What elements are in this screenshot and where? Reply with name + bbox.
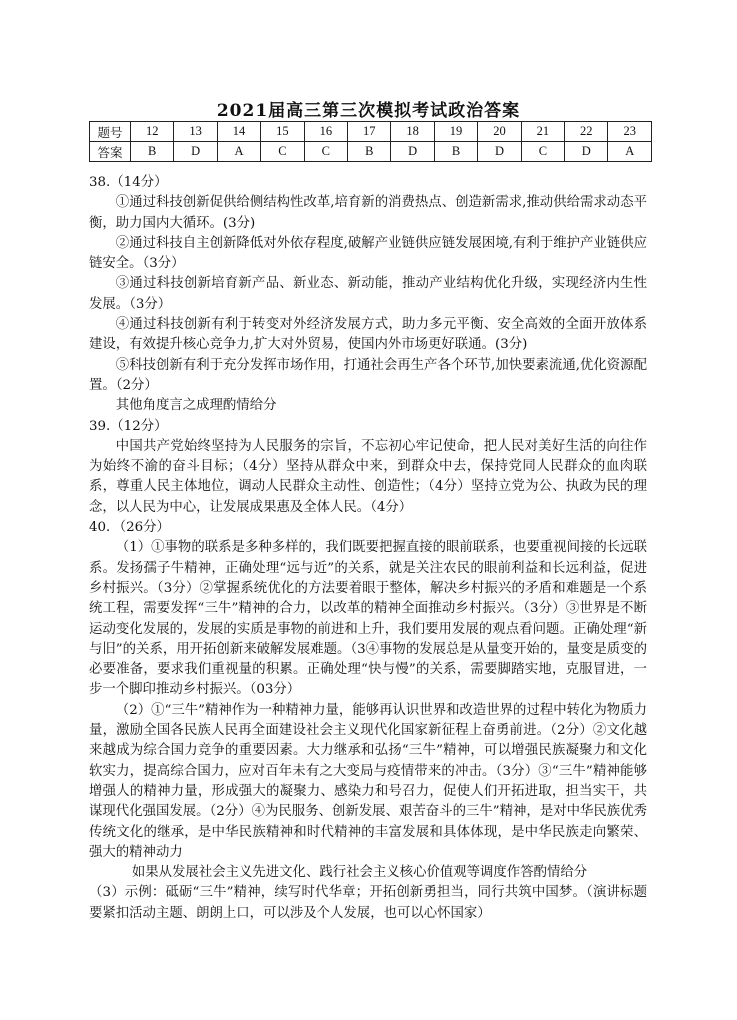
answer-cell: C bbox=[521, 142, 564, 162]
answer-cell: A bbox=[608, 142, 652, 162]
answer-cell: B bbox=[131, 142, 174, 162]
question-number-cell: 16 bbox=[304, 122, 347, 142]
question-number-row bbox=[90, 122, 652, 142]
answer-content bbox=[89, 173, 647, 924]
question-number-cell: 14 bbox=[217, 122, 260, 142]
question-number-cell: 20 bbox=[478, 122, 521, 142]
q40-part2-scoring-note: 如果从发展社会主义先进文化、践行社会主义核心价值观等调度作答酌情给分 bbox=[131, 865, 588, 881]
question-number-cell: 12 bbox=[131, 122, 174, 142]
answer-cell: A bbox=[217, 142, 260, 162]
q38-item: ②通过科技自主创新降低对外依存程度,破解产业链供应链发展困境,有利于维护产业链供应链安全。（3分） bbox=[89, 235, 647, 272]
answer-cell: D bbox=[391, 142, 434, 162]
answer-table bbox=[89, 121, 652, 162]
question-number-cell: 15 bbox=[261, 122, 304, 142]
row-header-number: 题号 bbox=[90, 122, 131, 142]
answer-cell: B bbox=[348, 142, 391, 162]
question-number-cell: 13 bbox=[174, 122, 217, 142]
page-title: 2021届高三第三次模拟考试政治答案 bbox=[216, 101, 521, 121]
q38-item: ④通过科技创新有利于转变对外经济发展方式，助力多元平衡、安全高效的全面开放体系建设，有效提升核心竞争力,扩大对外贸易，使国内外市场更好联通。(3分) bbox=[89, 317, 647, 353]
answer-cell: B bbox=[434, 142, 477, 162]
q38-scoring-note: 其他角度言之成理酌情给分 bbox=[115, 398, 277, 414]
answer-cell: D bbox=[565, 142, 608, 162]
q38-item: ⑤科技创新有利于充分发挥市场作用，打通社会再生产各个环节,加快要素流通,优化资源配置。（2分） bbox=[89, 357, 647, 393]
answer-cell: C bbox=[261, 142, 304, 162]
question-number-cell: 17 bbox=[348, 122, 391, 142]
answer-cell: D bbox=[174, 142, 217, 162]
answer-cell: D bbox=[478, 142, 521, 162]
answer-cell: C bbox=[304, 142, 347, 162]
q40-part3: （3）示例：砥砺“三牛”精神，续写时代华章；开拓创新勇担当，同行共筑中国梦。（演讲标题要紧扣活动主题、朗朗上口，可以涉及个人发展，也可以心怀国家） bbox=[89, 885, 647, 921]
q40-header: 40．（26分） bbox=[89, 520, 170, 536]
q40-part2: （2）①“三牛”精神作为一种精神力量，能够再认识世界和改造世界的过程中转化为物质力量，激励全国各民族人民再全面建设社会主义现代化国家新征程上奋勇前进。（2分）②文化越来越成为综合国力竞争的重要因素。大力继承和弘扬“三牛”精神，可以增强民族凝聚力和文化软实力，提高综合国力，应对百年未有之大变局与疫情带来的冲击。（3分）③“三牛”精神能够增强人的精神力量，形成强大的凝聚力、感染力和号召力，促使人们开拓进取，担当实干，共谋现代化强国发展。（2分）④为民服务、创新发展、艰苦奋斗的三牛”精神，是对中华民族优秀传统文化的继承，是中华民族精神和时代精神的丰富发展和具体体现，是中华民族走向繁荣、强大的精神动力 bbox=[89, 702, 647, 860]
q39-header: 39.（12分） bbox=[89, 418, 168, 434]
question-number-cell: 18 bbox=[391, 122, 434, 142]
question-number-cell: 21 bbox=[521, 122, 564, 142]
q38-item: ③通过科技创新培育新产品、新业态、新动能，推动产业结构优化升级，实现经济内生性发展。（3分） bbox=[89, 276, 647, 312]
q38-header: 38.（14分） bbox=[89, 175, 168, 190]
q39-answer: 中国共产党始终坚持为人民服务的宗旨，不忘初心牢记使命，把人民对美好生活的向往作为始终不渝的奋斗目标；（4分）坚持从群众中来，到群众中去，保持党同人民群众的血肉联系，尊重人民主体地位，调动人民群众主动性、创造性；（4分）坚持立党为公、执政为民的理念，以人民为中心，让发展成果惠及全体人民。（4分） bbox=[89, 438, 647, 515]
q40-part1: （1）①事物的联系是多种多样的，我们既要把握直接的眼前联系，也要重视间接的长远联系。发扬孺子牛精神，正确处理“远与近”的关系，就是关注农民的眼前利益和长远利益，促进乡村振兴。（3分）②掌握系统优化的方法要着眼于整体，解决乡村振兴的矛盾和难题是一个系统工程，需要发挥“三牛”精神的合力，以改革的精神全面推动乡村振兴。（3分）③世界是不断运动变化发展的，发展的实质是事物的前进和上升，我们要用发展的观点看问题。正确处理“新与旧”的关系，用开拓创新来破解发展难题。（3④事物的发展总是从量变开始的，量变是质变的必要准备，要求我们重视量的积累。正确处理“快与慢”的关系，需要脚踏实地，克服冒进，一步一个脚印推动乡村振兴。（03分） bbox=[89, 540, 647, 698]
question-number-cell: 22 bbox=[565, 122, 608, 142]
question-number-cell: 23 bbox=[608, 122, 652, 142]
row-header-answer: 答案 bbox=[90, 142, 131, 162]
question-number-cell: 19 bbox=[434, 122, 477, 142]
q38-item: ①通过科技创新促供给侧结构性改革,培育新的消费热点、创造新需求,推动供给需求动态平衡，助力国内大循环。(3分) bbox=[89, 195, 647, 231]
answer-row bbox=[90, 142, 652, 162]
